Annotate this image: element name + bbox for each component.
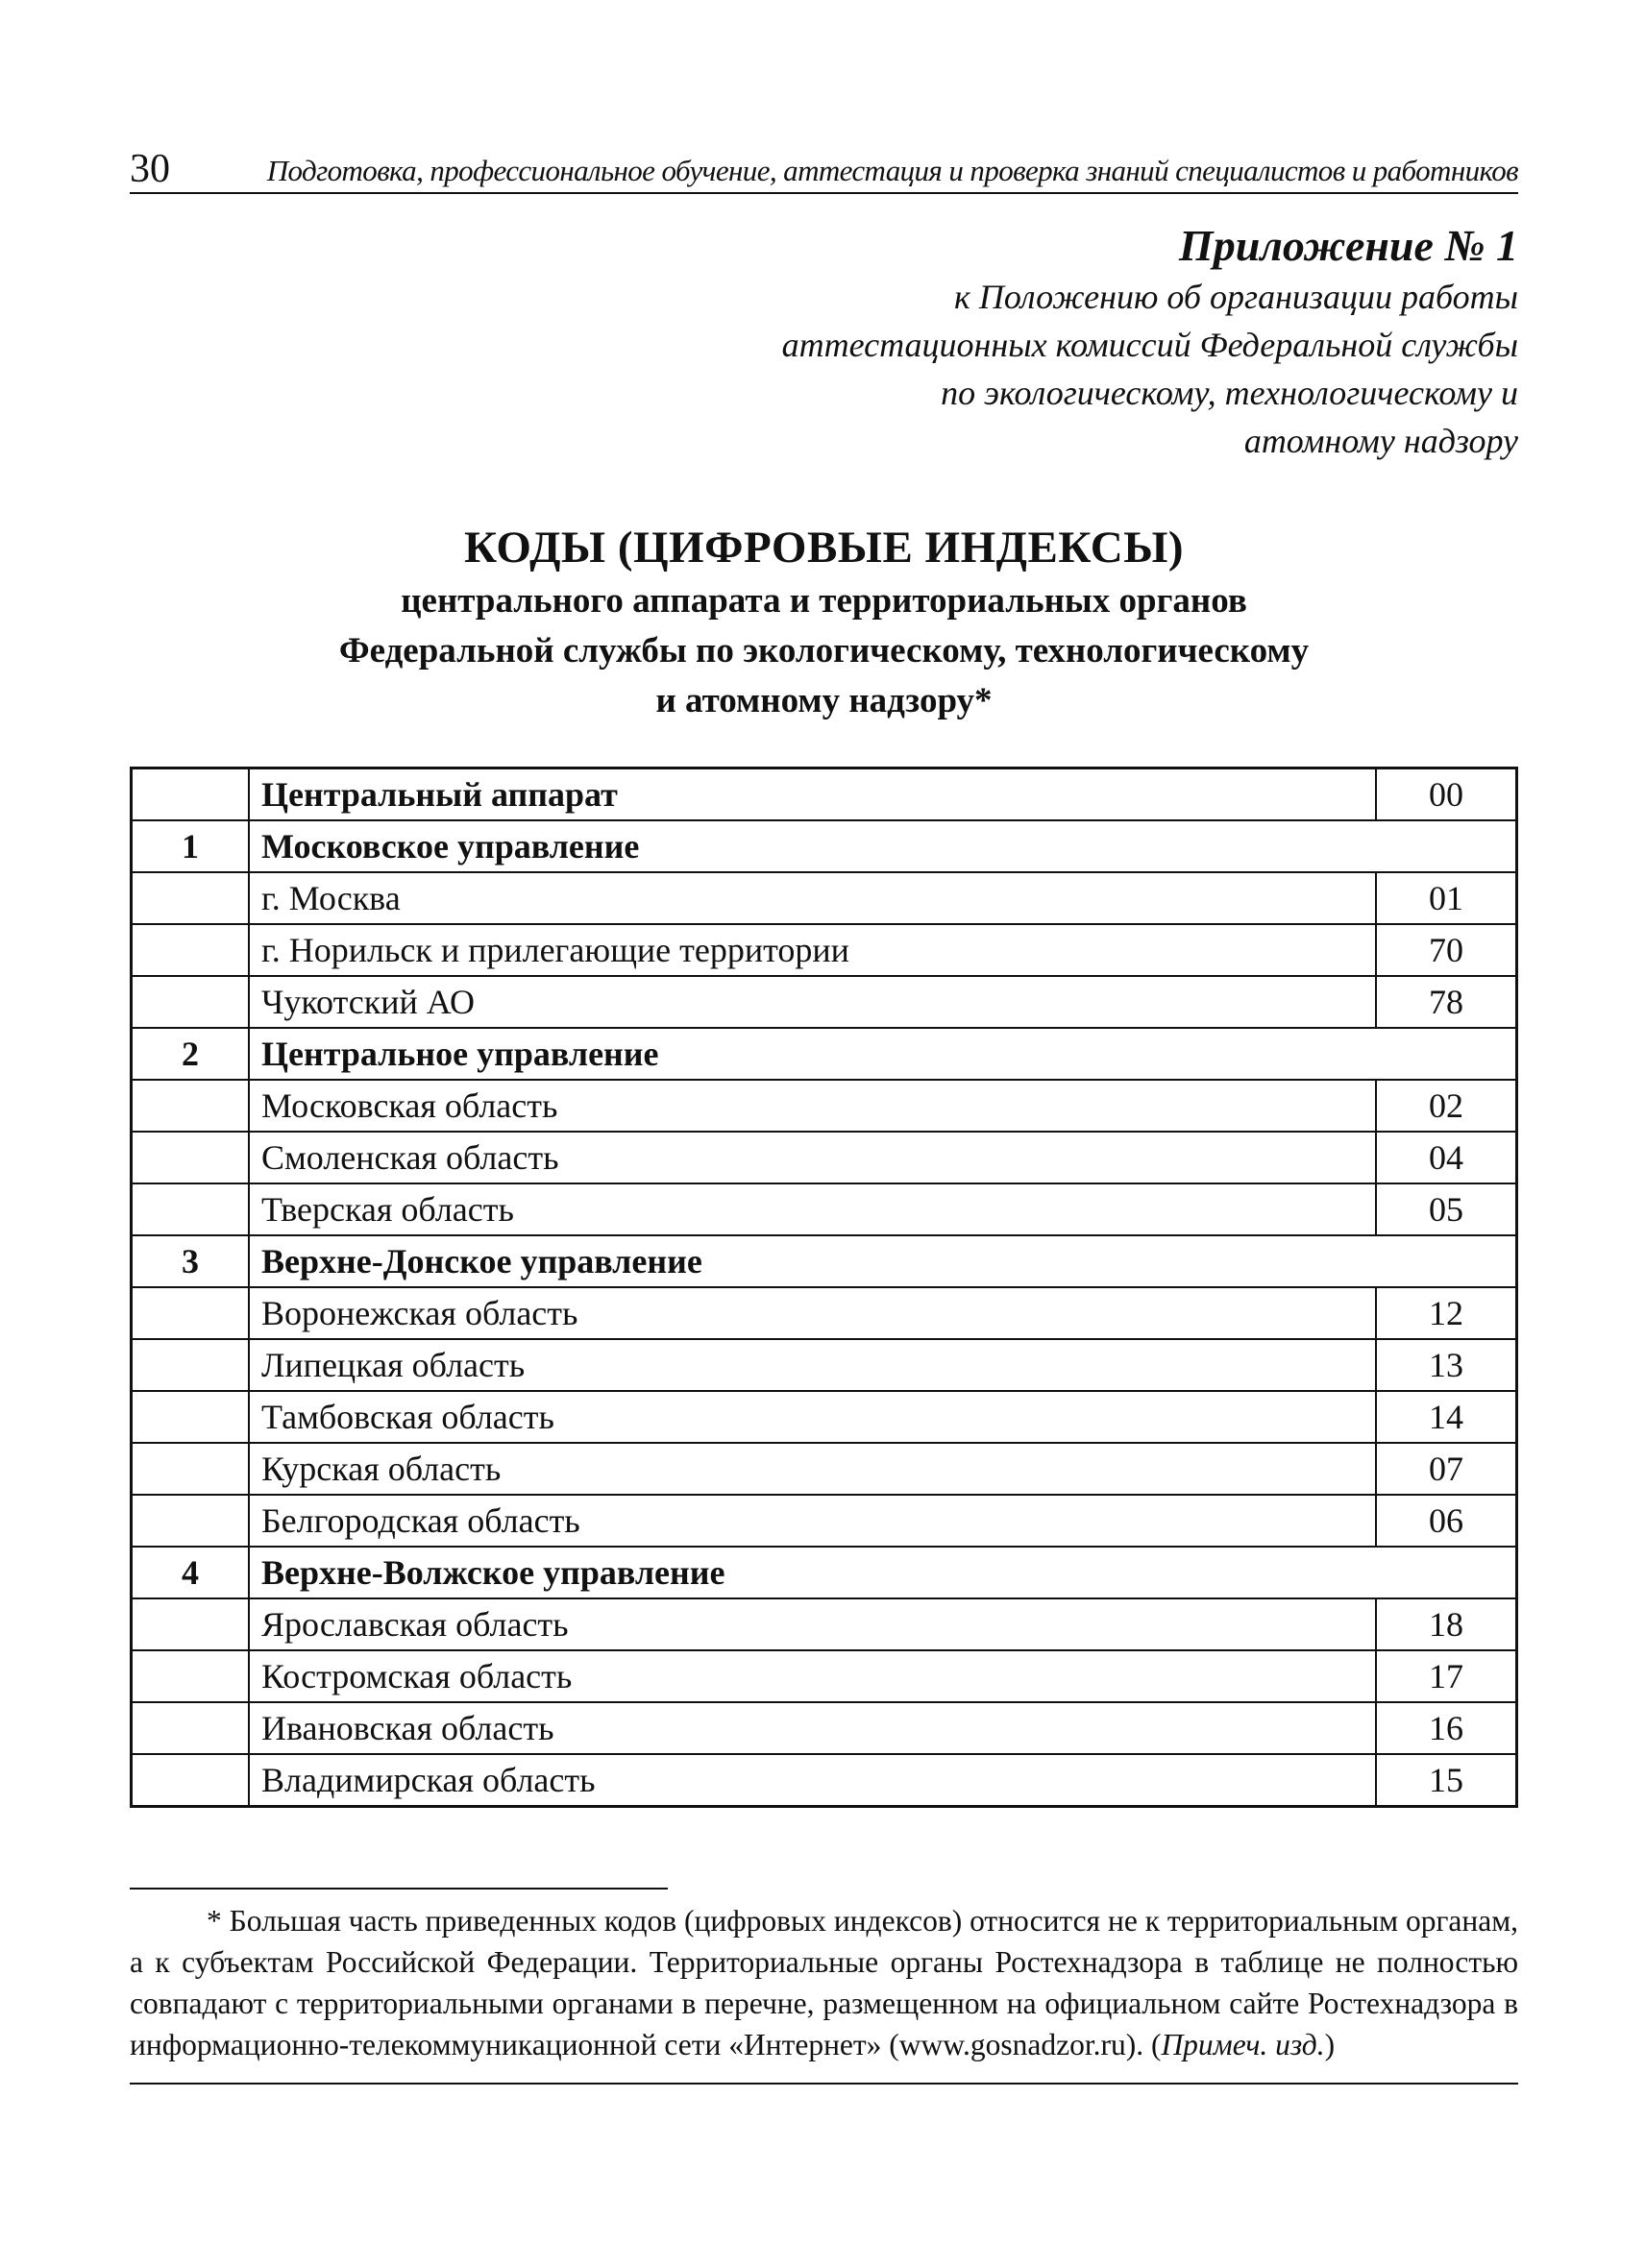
table-row	[132, 1495, 1517, 1547]
heading-subtitle-line: и атомному надзору*	[655, 681, 993, 720]
table-row	[132, 924, 1517, 976]
table-group-row	[132, 1028, 1517, 1080]
region-name-cell: Ярославская область	[249, 1598, 1376, 1650]
region-name-cell: Владимирская область	[249, 1754, 1376, 1807]
region-name-cell: Центральный аппарат	[249, 768, 1376, 821]
footnote-divider	[130, 1888, 668, 1890]
region-name-cell: г. Москва	[249, 872, 1376, 924]
region-name-cell: Смоленская область	[249, 1132, 1376, 1183]
heading-title: КОДЫ (ЦИФРОВЫЕ ИНДЕКСЫ)	[463, 523, 1185, 573]
code-cell: 17	[1376, 1650, 1517, 1702]
code-cell: 78	[1376, 976, 1517, 1028]
code-cell: 15	[1376, 1754, 1517, 1807]
row-number-cell	[132, 768, 250, 821]
row-number-cell	[132, 924, 250, 976]
table-row	[132, 1702, 1517, 1754]
group-name-cell: Центральное управление	[249, 1028, 1517, 1080]
region-name-cell: Московская область	[249, 1080, 1376, 1132]
region-name-cell: Ивановская область	[249, 1702, 1376, 1754]
group-name-cell: Московское управление	[249, 820, 1517, 872]
footnote	[130, 1900, 1518, 2065]
row-number-cell	[132, 1287, 250, 1339]
table-row	[132, 1443, 1517, 1495]
code-cell: 02	[1376, 1080, 1517, 1132]
running-title: Подготовка, профессиональное обучение, аттестация и проверка знаний специалистов и работников	[266, 154, 1518, 187]
region-name-cell: Воронежская область	[249, 1287, 1376, 1339]
table-row	[132, 1391, 1517, 1443]
table-group-row	[132, 1235, 1517, 1287]
group-name-cell: Верхне-Волжское управление	[249, 1547, 1517, 1598]
row-number-cell	[132, 1598, 250, 1650]
appendix-line: атомному надзору	[1243, 422, 1518, 460]
table-group-row	[132, 820, 1517, 872]
code-cell: 01	[1376, 872, 1517, 924]
row-number-cell	[132, 1391, 250, 1443]
row-number-cell: 3	[132, 1235, 250, 1287]
row-number-cell	[132, 1650, 250, 1702]
region-name-cell: Чукотский АО	[249, 976, 1376, 1028]
table-row	[132, 1287, 1517, 1339]
code-cell: 04	[1376, 1132, 1517, 1183]
region-name-cell: Костромская область	[249, 1650, 1376, 1702]
appendix-line: к Положению об организации работы	[953, 278, 1518, 316]
row-number-cell	[132, 1183, 250, 1235]
row-number-cell	[132, 1339, 250, 1391]
code-cell: 06	[1376, 1495, 1517, 1547]
appendix-line: по экологическому, технологическому и	[941, 374, 1518, 412]
row-number-cell: 2	[132, 1028, 250, 1080]
table-row	[132, 1132, 1517, 1183]
table-row	[132, 1339, 1517, 1391]
appendix-label: Приложение № 1	[1178, 221, 1518, 270]
row-number-cell	[132, 1132, 250, 1183]
codes-table	[130, 767, 1518, 1808]
bottom-divider	[130, 2083, 1518, 2085]
code-cell: 07	[1376, 1443, 1517, 1495]
region-name-cell: Липецкая область	[249, 1339, 1376, 1391]
page-number: 30	[130, 147, 170, 191]
running-header	[130, 142, 1518, 194]
row-number-cell: 1	[132, 820, 250, 872]
code-cell: 14	[1376, 1391, 1517, 1443]
code-cell: 05	[1376, 1183, 1517, 1235]
code-cell: 13	[1376, 1339, 1517, 1391]
table-row	[132, 1080, 1517, 1132]
row-number-cell	[132, 1754, 250, 1807]
region-name-cell: Тамбовская область	[249, 1391, 1376, 1443]
table-row	[132, 768, 1517, 821]
code-cell: 70	[1376, 924, 1517, 976]
footnote-text: * Большая часть приведенных кодов (цифровых индексов) относится не к территориальным органам, а к субъектам Российской Федерации. Территориальные органы Ростехнадзора в таблице не полностью совпадают с территориальными органами в перечне, размещенном на официальном сайте Ростехнадзора в информационно-телекоммуникационной сети «Интернет» (www.gosnadzor.ru). (	[130, 1904, 1518, 2061]
table-row	[132, 1598, 1517, 1650]
heading-subtitle-line: Федеральной службы по экологическому, технологическому	[338, 631, 1310, 671]
appendix-block	[782, 219, 1518, 465]
table-group-row	[132, 1547, 1517, 1598]
code-cell: 12	[1376, 1287, 1517, 1339]
code-cell: 00	[1376, 768, 1517, 821]
row-number-cell	[132, 1702, 250, 1754]
codes-table-body	[132, 768, 1517, 1807]
code-cell: 18	[1376, 1598, 1517, 1650]
region-name-cell: Белгородская область	[249, 1495, 1376, 1547]
region-name-cell: г. Норильск и прилегающие территории	[249, 924, 1376, 976]
row-number-cell	[132, 1495, 250, 1547]
region-name-cell: Курская область	[249, 1443, 1376, 1495]
table-row	[132, 1650, 1517, 1702]
appendix-line: аттестационных комиссий Федеральной службы	[781, 326, 1518, 364]
row-number-cell	[132, 976, 250, 1028]
region-name-cell: Тверская область	[249, 1183, 1376, 1235]
row-number-cell: 4	[132, 1547, 250, 1598]
row-number-cell	[132, 1443, 250, 1495]
footnote-closing: )	[1324, 2028, 1336, 2061]
document-heading	[130, 519, 1518, 726]
footnote-publisher-note: Примеч. изд.	[1161, 2028, 1325, 2061]
table-row	[132, 1183, 1517, 1235]
row-number-cell	[132, 1080, 250, 1132]
table-row	[132, 1754, 1517, 1807]
table-row	[132, 976, 1517, 1028]
heading-subtitle-line: центрального аппарата и территориальных органов	[401, 581, 1247, 621]
group-name-cell: Верхне-Донское управление	[249, 1235, 1517, 1287]
code-cell: 16	[1376, 1702, 1517, 1754]
table-row	[132, 872, 1517, 924]
row-number-cell	[132, 872, 250, 924]
